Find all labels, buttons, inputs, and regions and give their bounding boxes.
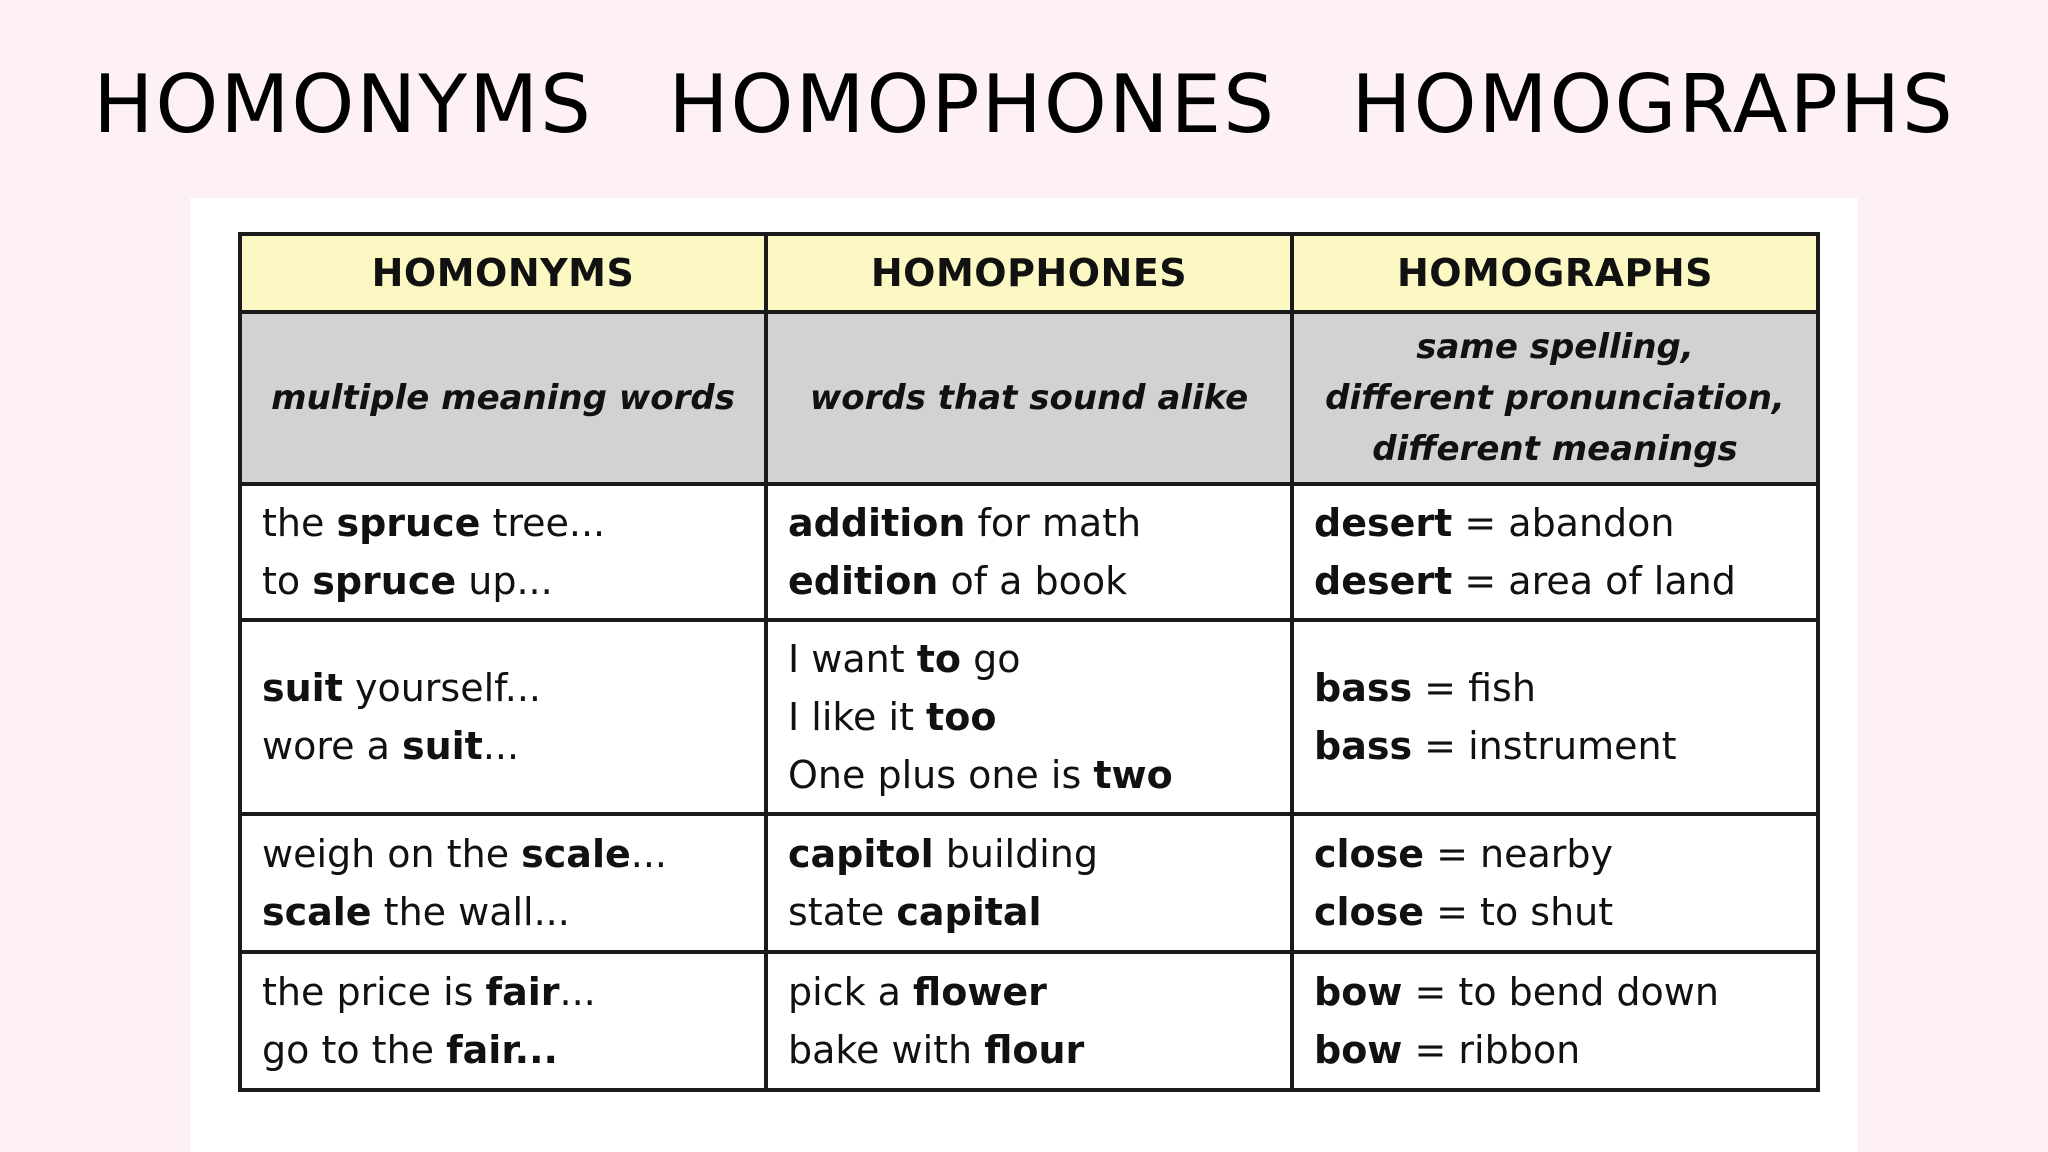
- example-text: the wall...: [371, 890, 570, 934]
- example-text: = abandon: [1452, 501, 1675, 545]
- example-text: ...: [630, 832, 667, 876]
- example-text: tree...: [480, 501, 606, 545]
- definition-homographs: [1292, 312, 1818, 484]
- title-word-homophones: HOMOPHONES: [668, 58, 1276, 151]
- example-line: [262, 825, 744, 883]
- example-keyword: close: [1314, 890, 1425, 934]
- example-text: = instrument: [1412, 724, 1677, 768]
- definition-homonyms: [240, 312, 766, 484]
- example-text: ...: [482, 724, 520, 768]
- column-header-homophones: HOMOPHONES: [766, 234, 1292, 312]
- example-line: [788, 1021, 1270, 1079]
- example-text: I like it: [788, 695, 927, 739]
- example-cell-homographs: [1292, 620, 1818, 814]
- example-cell-homophones: [766, 620, 1292, 814]
- column-header-homonyms: HOMONYMS: [240, 234, 766, 312]
- example-keyword: spruce: [336, 501, 481, 545]
- example-cell-homographs: [1292, 814, 1818, 952]
- example-text: = ribbon: [1402, 1028, 1581, 1072]
- definition-line: same spelling,: [1416, 326, 1694, 367]
- example-text: = area of land: [1452, 559, 1736, 603]
- example-line: [1314, 659, 1796, 717]
- example-keyword: desert: [1314, 501, 1453, 545]
- example-keyword: spruce: [312, 559, 457, 603]
- example-line: [1314, 552, 1796, 610]
- example-text: wore a: [262, 724, 402, 768]
- example-line: [1314, 494, 1796, 552]
- example-keyword: fair...: [446, 1028, 558, 1072]
- definition-line: multiple meaning words: [271, 377, 735, 418]
- example-line: [1314, 883, 1796, 941]
- table-panel: [190, 198, 1858, 1152]
- example-keyword: bass: [1314, 724, 1413, 768]
- example-text: One plus one is: [788, 753, 1094, 797]
- table-row: [240, 484, 1818, 620]
- example-line: [262, 883, 744, 941]
- example-cell-homographs: [1292, 484, 1818, 620]
- example-line: [788, 746, 1270, 804]
- example-line: [262, 1021, 744, 1079]
- example-text: weigh on the: [262, 832, 522, 876]
- definition-line: different meanings: [1372, 428, 1738, 469]
- example-cell-homophones: [766, 814, 1292, 952]
- table-row: [240, 620, 1818, 814]
- example-cell-homonyms: [240, 952, 766, 1090]
- header-row: [240, 234, 1818, 312]
- example-line: [262, 552, 744, 610]
- column-header-homographs: HOMOGRAPHS: [1292, 234, 1818, 312]
- example-cell-homonyms: [240, 620, 766, 814]
- example-text: go to the: [262, 1028, 447, 1072]
- title-word-homographs: HOMOGRAPHS: [1351, 58, 1955, 151]
- example-line: [788, 494, 1270, 552]
- example-line: [788, 825, 1270, 883]
- definition-line: words that sound alike: [809, 377, 1249, 418]
- example-line: [1314, 717, 1796, 775]
- example-text: up...: [456, 559, 553, 603]
- example-text: = fish: [1412, 666, 1536, 710]
- example-cell-homonyms: [240, 814, 766, 952]
- definition-text: [262, 373, 744, 424]
- example-line: [788, 883, 1270, 941]
- example-line: [788, 630, 1270, 688]
- example-line: [788, 688, 1270, 746]
- example-text: yourself...: [342, 666, 541, 710]
- example-text: I want: [788, 637, 917, 681]
- example-line: [1314, 825, 1796, 883]
- example-keyword: too: [926, 695, 997, 739]
- example-text: = nearby: [1424, 832, 1614, 876]
- example-cell-homonyms: [240, 484, 766, 620]
- example-cell-homophones: [766, 952, 1292, 1090]
- page-title: [0, 58, 2048, 151]
- example-line: [788, 552, 1270, 610]
- example-text: the price is: [262, 970, 486, 1014]
- example-line: [262, 659, 744, 717]
- example-text: pick a: [788, 970, 914, 1014]
- example-text: building: [933, 832, 1098, 876]
- example-text: for math: [965, 501, 1142, 545]
- example-keyword: addition: [788, 501, 966, 545]
- example-line: [788, 963, 1270, 1021]
- example-keyword: scale: [262, 890, 372, 934]
- example-text: state: [788, 890, 897, 934]
- example-keyword: bow: [1314, 1028, 1403, 1072]
- example-line: [262, 717, 744, 775]
- definition-homophones: [766, 312, 1292, 484]
- definition-line: different pronunciation,: [1325, 377, 1785, 418]
- example-keyword: edition: [788, 559, 939, 603]
- example-keyword: suit: [262, 666, 343, 710]
- definition-text: [788, 373, 1270, 424]
- example-keyword: bow: [1314, 970, 1403, 1014]
- example-keyword: fair: [485, 970, 560, 1014]
- example-text: = to bend down: [1402, 970, 1719, 1014]
- example-text: bake with: [788, 1028, 985, 1072]
- example-keyword: to: [916, 637, 961, 681]
- title-word-homonyms: HOMONYMS: [93, 58, 593, 151]
- example-keyword: capital: [896, 890, 1042, 934]
- example-keyword: capitol: [788, 832, 934, 876]
- example-text: go: [961, 637, 1021, 681]
- definition-row: [240, 312, 1818, 484]
- example-line: [262, 963, 744, 1021]
- example-cell-homophones: [766, 484, 1292, 620]
- example-keyword: bass: [1314, 666, 1413, 710]
- table-row: [240, 814, 1818, 952]
- example-text: the: [262, 501, 337, 545]
- definition-text: [1314, 322, 1796, 475]
- example-line: [1314, 1021, 1796, 1079]
- example-keyword: close: [1314, 832, 1425, 876]
- example-text: ...: [559, 970, 596, 1014]
- example-text: to: [262, 559, 313, 603]
- example-text: = to shut: [1424, 890, 1614, 934]
- table-row: [240, 952, 1818, 1090]
- example-text: of a book: [938, 559, 1128, 603]
- example-keyword: flower: [913, 970, 1047, 1014]
- example-keyword: flour: [984, 1028, 1085, 1072]
- example-keyword: desert: [1314, 559, 1453, 603]
- example-keyword: two: [1093, 753, 1173, 797]
- example-keyword: suit: [401, 724, 483, 768]
- example-line: [1314, 963, 1796, 1021]
- example-keyword: scale: [521, 832, 631, 876]
- example-cell-homographs: [1292, 952, 1818, 1090]
- comparison-table: [238, 232, 1820, 1092]
- example-line: [262, 494, 744, 552]
